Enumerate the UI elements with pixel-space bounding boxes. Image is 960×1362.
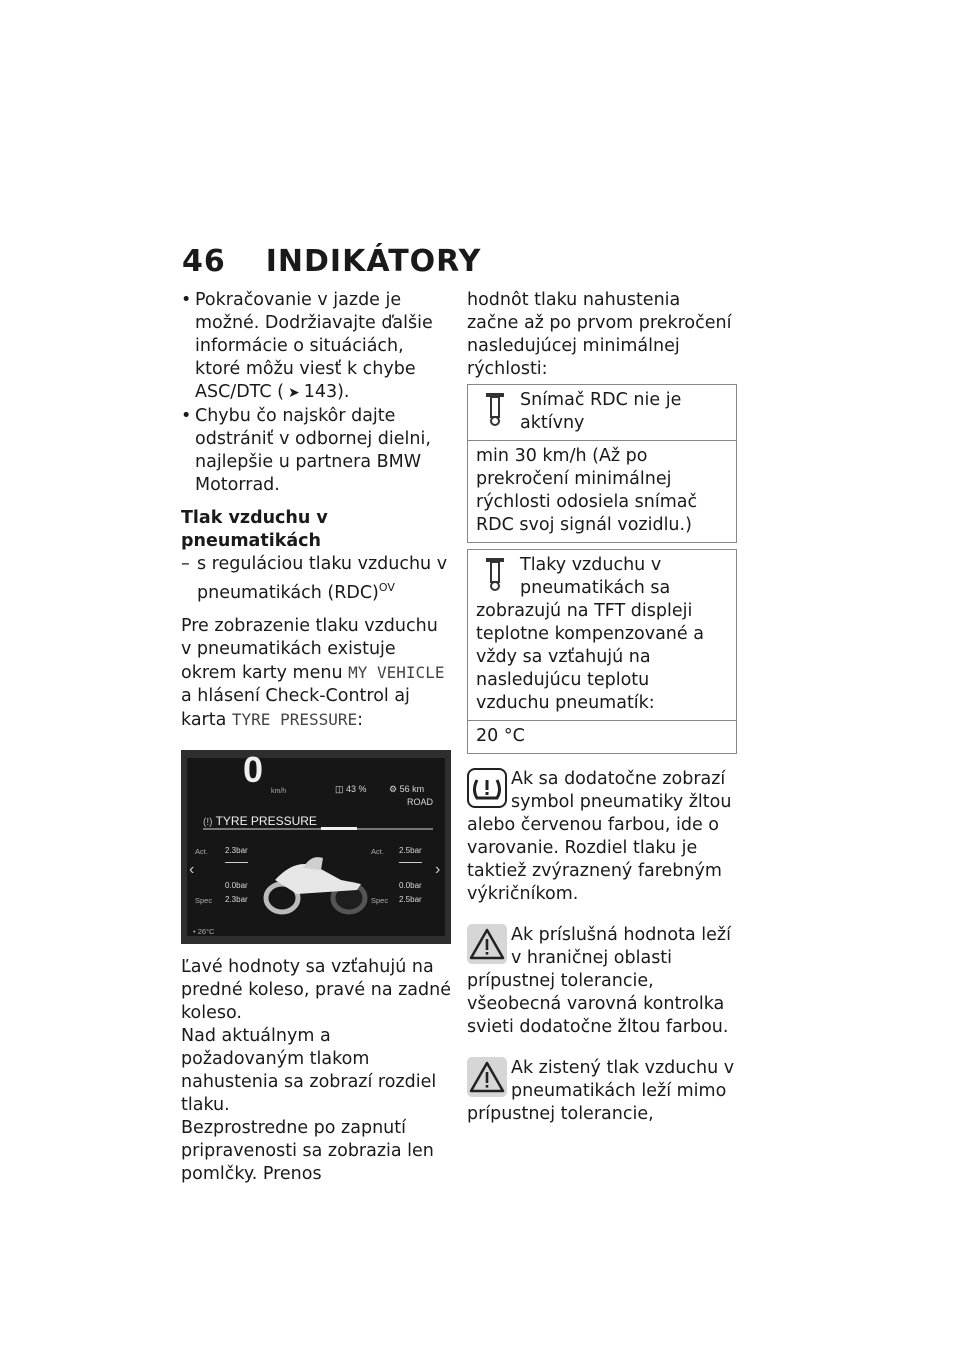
min-speed-intro: hodnôt tlaku nahustenia začne až po prvom prekročení nasledujúcej minimálnej rýchlosti: [467,290,732,379]
tft-front-diff: 0.0bar [225,880,248,890]
tyre-temperature-table [467,549,737,754]
bullet-repair: • Chybu čo najskôr dajte odstrániť v odbornej dielni, najlepšie u partnera BMW Motorrad. [181,405,451,497]
tft-tyre-title: (!) TYRE PRESSURE [203,813,317,828]
menu-my-vehicle: MY VEHICLE [348,662,445,682]
tft-act-rear-label: Act. [371,846,384,856]
bullet-continue: • Pokračovanie v jazde je možné. Dodržiavajte ďalšie informácie o situáciách, ktoré môžu viesť k chybe ASC/DTC ( ➤ 143). [181,289,451,405]
tft-temperature: • 26°C [193,926,215,936]
page-ref-link[interactable]: 143). [303,382,350,402]
tyre-warning-icon [467,768,507,808]
tft-spec-rear-label: Spec [371,895,389,905]
rdc-sensor-icon [480,389,514,429]
tft-rear-diff: 0.0bar [399,880,422,890]
tyre-temperature-value: 20 °C [468,720,736,753]
tft-range: ⚙ 56 km [389,783,425,794]
tft-rear-spec: 2.5bar [399,894,422,904]
tft-display-image [181,750,451,944]
left-column [181,289,451,1186]
rdc-inactive-text: Snímač RDC nie je aktívny [520,390,682,433]
tft-spec-front-label: Spec [195,895,213,905]
tft-fuel: ◫ 43 % [335,783,367,794]
right-column [467,289,737,1126]
tft-menu-active [321,827,357,830]
left-right-values-paragraph: Ľavé hodnoty sa vzťahujú na predné koleso, pravé na zadné koleso. [181,956,451,1023]
tft-rear-act: 2.5bar [399,839,422,863]
equipment-note: – s reguláciou tlaku vzduchu v pneumatikách (RDC)$^{OV}$ [181,553,451,605]
tft-front-spec: 2.3bar [225,894,248,904]
motorcycle-silhouette-icon [257,850,377,916]
tft-act-front-label: Act. [195,846,208,856]
option-superscript: OV [378,581,395,594]
page-header [182,244,481,279]
tyre-pressure-paragraph: Pre zobrazenie tlaku vzduchu v pneumatikách existuje okrem karty menu MY VEHICLE a hlásení Check-Control aj karta TYRE PRESSURE: [181,615,445,730]
tyre-temperature-text: Tlaky vzduchu v pneumatikách sa zobrazujú na TFT displeji teplotne kompenzované a vždy sa vzťahujú na nasledujúcu teplotu vzduchu pneumatík: [476,555,704,713]
dashes-paragraph: Bezprostredne po zapnutí pripravenosti sa zobrazia len pomlčky. Prenos [181,1117,434,1184]
tft-front-act: 2.3bar [225,839,248,863]
section-heading: Tlak vzduchu v pneumatikách [181,508,328,551]
tft-speed-unit: km/h [271,787,287,795]
page-title: INDIKÁTORY [265,244,482,279]
page-number: 46 [182,244,226,279]
tft-speed: 0 [243,749,264,790]
rdc-speed-table [467,384,737,543]
warning-triangle-icon [467,924,507,964]
menu-tyre-pressure: TYRE PRESSURE [231,709,358,729]
tft-riding-mode: ROAD [407,796,434,807]
tyre-sensor-icon [480,554,514,594]
warning-triangle-icon [467,1057,507,1097]
rdc-speed-text: min 30 km/h (Až po prekročení minimálnej rýchlosti odosiela snímač RDC svoj signál vozidlu.) [468,440,736,542]
tyre-symbol-note: Ak sa dodatočne zobrazí symbol pneumatiky žltou alebo červenou farbou, ide o varovanie. Rozdiel tlaku je taktiež zvýraznený farebným výkričníkom. [467,769,732,904]
tft-menu-bar [203,828,433,830]
warning-outside-tolerance-note: Ak zistený tlak vzduchu v pneumatikách leží mimo prípustnej tolerancie, [467,1058,735,1124]
tft-prev-chevron-icon: ‹ [189,860,195,878]
tft-next-chevron-icon: › [435,860,441,878]
pressure-difference-paragraph: Nad aktuálnym a požadovaným tlakom nahustenia sa zobrazí rozdiel tlaku. [181,1025,437,1115]
warning-tolerance-note: Ak príslušná hodnota leží v hraničnej oblasti prípustnej tolerancie, všeobecná varovná kontrolka svieti dodatočne žltou farbou. [467,925,731,1037]
page-ref-arrow-icon: ➤ [287,385,300,401]
